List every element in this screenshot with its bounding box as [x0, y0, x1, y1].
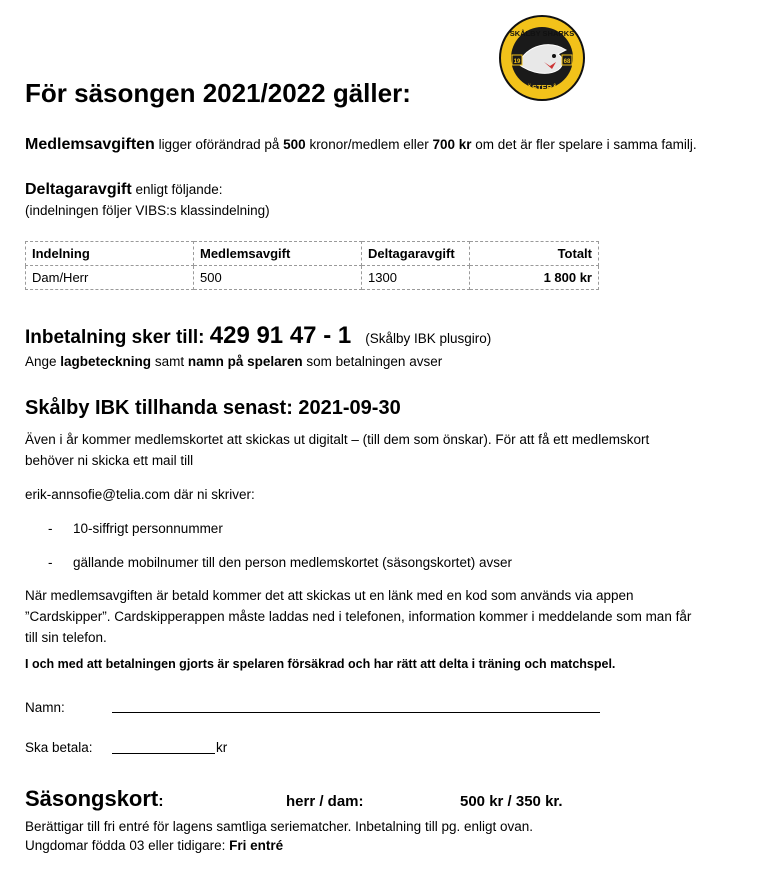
payment-account: 429 91 47 - 1 [209, 322, 352, 349]
free-entry: Fri entré [229, 838, 284, 853]
season-card-youth [25, 838, 283, 853]
cardskipper-text: När medlemsavgiften är betald kommer det att skickas ut en länk med en kod som används via appen [25, 588, 634, 603]
deadline-heading: Skålby IBK tillhanda senast: 2021-09-30 [25, 397, 401, 419]
digital-card-text: behöver ni skicka ett mail till [25, 453, 194, 468]
header-cell: Deltagaravgift [362, 242, 470, 266]
participation-note: (indelningen följer VIBS:s klassindelning) [25, 203, 270, 218]
email-line: erik-annsofie@telia.com där ni skriver: [25, 487, 255, 502]
table-cell-total: 1 800 kr [470, 266, 599, 290]
participation-text: enligt följande: [131, 182, 223, 197]
logo-right-number: 68 [563, 59, 571, 65]
season-card-label: Säsongskort [25, 786, 159, 811]
bullet-dash: - [48, 521, 53, 536]
header-cell: Totalt [470, 242, 599, 266]
membership-family-amount: 700 kr [432, 137, 472, 152]
bullet-item: 10-siffrigt personnummer [73, 521, 223, 536]
cardskipper-text: ”Cardskipper”. Cardskipperappen måste laddas ned i telefonen, information kommer i meddelande som man får [25, 609, 692, 624]
instr-bold: lagbeteckning [60, 354, 152, 369]
table-row [26, 266, 599, 290]
pay-label: Ska betala: [25, 740, 93, 755]
season-card-category: herr / dam: [286, 793, 364, 810]
logo-top-text: SKÅLBY SHARKS [509, 29, 575, 38]
season-card-text: Berättigar till fri entré för lagens samtliga seriematcher. Inbetalning till pg. enligt ovan. [25, 819, 534, 834]
season-card-colon: : [158, 793, 164, 810]
club-logo [498, 14, 586, 102]
page-title: För säsongen 2021/2022 gäller: [25, 78, 411, 108]
instr-text: som betalningen avser [302, 354, 443, 369]
table-cell: 500 [194, 266, 362, 290]
youth-text: Ungdomar födda 03 eller tidigare: [25, 838, 230, 853]
membership-text: om det är fler spelare i samma familj. [471, 137, 697, 152]
header-cell: Indelning [26, 242, 194, 266]
logo-left-number: 19 [513, 59, 521, 65]
payment-label: Inbetalning sker till: [25, 327, 210, 348]
instr-text: Ange [25, 354, 61, 369]
instr-text: samt [151, 354, 188, 369]
pay-field-line[interactable] [112, 753, 215, 754]
membership-text: ligger oförändrad på [154, 137, 284, 152]
bullet-dash: - [48, 555, 53, 570]
season-card-price: 500 kr / 350 kr. [460, 793, 563, 810]
payment-account-note: (Skålby IBK plusgiro) [365, 331, 492, 346]
payment-instructions [25, 354, 442, 369]
table-cell: Dam/Herr [26, 266, 194, 290]
logo-bottom-text: VÄSTERÅS [521, 83, 563, 92]
participation-label: Deltagaravgift [25, 181, 132, 198]
participation-line [25, 181, 223, 199]
cardskipper-text: till sin telefon. [25, 630, 107, 645]
name-field-line[interactable] [112, 712, 600, 713]
membership-text: kronor/medlem eller [305, 137, 433, 152]
season-card-title [25, 786, 164, 812]
pay-unit: kr [216, 740, 228, 755]
membership-amount: 500 [283, 137, 306, 152]
name-label: Namn: [25, 700, 65, 715]
instr-bold: namn på spelaren [187, 354, 303, 369]
digital-card-text: Även i år kommer medlemskortet att skickas ut digitalt – (till dem som önskar). För att få ett medlemskort [25, 432, 650, 447]
table-header-row [26, 242, 599, 266]
fee-table [25, 241, 599, 290]
payment-line [25, 322, 491, 350]
bullet-item: gällande mobilnumer till den person medlemskortet (säsongskortet) avser [73, 555, 512, 570]
insurance-text: I och med att betalningen gjorts är spelaren försäkrad och har rätt att delta i träning och matchspel. [25, 657, 616, 671]
membership-line [25, 136, 697, 154]
membership-label: Medlemsavgiften [25, 136, 155, 153]
header-cell: Medlemsavgift [194, 242, 362, 266]
table-cell: 1300 [362, 266, 470, 290]
